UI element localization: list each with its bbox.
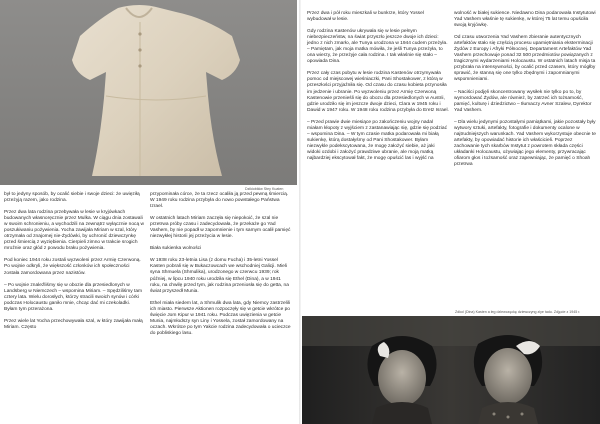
left-column-2 <box>150 192 292 343</box>
left-column-1 <box>4 192 144 337</box>
two-girls-image <box>302 316 600 424</box>
paragraph: – Po wojnie znaleźliśmy się w obozie dla przesiedlonych w Landsberg w Niemczech – wspomina Miriam. – Spędziliśmy tam cztery lata. Wielu dorosłych, którzy stracili swoich synów i córki podczas Holocaustu ganiło mnie, chcąc dać mi czekoladki. Byłam tym przerażona. <box>4 282 143 312</box>
paragraph: – Naciści podjęli skoncentrowany wysiłek nie tylko po to, by wymordować Żydów, ale również, by zatrzeć ich tożsamość, pamięć, kulturę i dziedzictwo – tłumaczy Avner Szalew, Dyrektor Yad Vashem. <box>454 89 592 113</box>
right-column-1 <box>307 11 449 168</box>
dress-photo <box>0 0 297 185</box>
paragraph: Przez dwa i pół roku mieszkali w bunkrze, który Yossel wybudował w lesie. <box>307 11 424 23</box>
paragraph: Ethel miała siedem lat, a Shmulik dwa lata, gdy Niemcy zastrzelili ich miasto. Pierwsze Aktionen rozpoczęły się w getcie wkrótce po święcie Jom Kipur w 1941 roku. Podczas uwięzienia w getcie Munia, najmłodszy syn Liny i Yossela, został zamordowany na oczach. Wkrótce po tym Yakcie rodzina zadecydowała o ucieczce do pobliskiego lasu. <box>150 300 291 336</box>
paragraph: wolność w białej sukience. Niedawno Dina podarowała Instytutowi Yad Vashem właśnie tę sukienkę, w której 75 lat temu opuściła swoją kryjówkę. <box>454 11 596 29</box>
paragraph: Pod koniec 1944 roku zostali wyzwoleni przez Armię Czerwoną. Po wojnie odkryli, że większość członków ich społeczności została zamordowana przez nazistów. <box>4 258 141 276</box>
section-heading: Biała sukienka wolności <box>150 246 202 252</box>
paragraph: przypominała córce, że ta rzecz ocaliła ją przed pewną śmiercią. W 1949 roku rodzina przybyła do nowo powstałego Państwa Izrael. <box>150 192 289 210</box>
paragraph: – Przed prawie dwie miesiące po zakończeniu wojny nadal miałam kłopoty z wyjściem z zastanawiając się, gdzie się podziać – wspomina Dina. – W tym czasie matka podarowała mi białą sukienkę, którą dostałyśmy od Pani Shostakower. Byłam niezwykle podekscytowana, że mogę założyć siebie, aż jaki widoki ozdobi i założyć prawdziwe ubranie, ale moją matką najbardziej ekscytował fakt, że mogę opuścić las i wyjść na <box>307 119 447 161</box>
paragraph: W ostatnich latach Miriam zaczęła się niepokoić, że szal nie przetrwa próby czasu i zadecydowała, że przekaże go Yad Vashem, by nie popadł w zapomnienie i tym samym ocalił pamięć niezwykłej historii jej przeżycia w lesie. <box>150 216 291 240</box>
paragraph: Przez cały czas pobytu w lesie rodzina Kastenów otrzymywała pomoc od miejscowej wieśniaczki, Pani Shostakower, z którą w przeszłości przyjaźniła się. Od czasu do czasu kobieta przynosiła im jedzenie i ubranie. Po wyzwoleniu przez Armię Czerwoną Kastenowie przenieśli się do obozu dla przesiedlonych w Austrii, gdzie urodziło się im jeszcze dwoje dzieci, Clara w 1945 roku i Dawid w 1947 roku. W 1948 roku rodzina przybyła do Eretz Israel. <box>307 71 449 113</box>
right-column-2 <box>454 11 596 174</box>
paragraph: Przez wiele lat Yocha przechowywała szal, w który zawijała małą Miriam. Często <box>4 318 143 330</box>
paragraph: Przez dwa lata rodzina przebywała w lesie w kryjówkach budowanych własnoręcznie przez Mulka. W ciągu dnia zostawali w swoim schronieniu, a wychodzili na zewnątrz wyłącznie nocą w poszukiwaniu pożywienia. Yocha zawijała Miriam w szal, który otrzymała od znajomej nie-Żydówki, by uchronić dziewczynkę przed śmiercią z wyziębienia. Cierpieli zimno w trakcie srogich mroźnie oraz głód z powodu braku pożywienia. <box>4 210 144 252</box>
paragraph: był to jedyny sposób, by ocalić siebie i swoje dzieci: że uwięziłą przeżyją razem, jako rodzina. <box>4 192 140 204</box>
paragraph: Gdy rodzina Kastenów ukrywała się w lesie pełnym niebezpieczeństw, na świat przyszło jeszcze dwoje ich dzieci: jedno z nich zmarło, ale Tunya urodzona w 1944 cudem przeżyła. – Pamiętam, jak moja matka mówiła, że jeśli Tunya przeżyła, to ona wierzy, że przeżyje cała rodzina. I tak właśnie się stało – opowiada Dina. <box>307 29 448 65</box>
paragraph: – Dla wielu jedynymi pozostałymi pamiątkami, jakie pozostały były wytwory sztuki, artefakty, fotografie i dokumenty ocalone w najtrudniejszych warunkach. Yad Vashem wykorzystuje obecnie te artefakty, by opowiadać historie ich właścicieli. Poprzez zachowanie tych skarbów Instytut z powrotem składa części układanki Holocaustu, ożywiając jego elementy, przywracając ofiarom głos i tożsamość oraz zapewniając, że pamięć o Shoah przetrwa <box>454 119 596 168</box>
paragraph: Od czasu utworzenia Yad Vashem zbieranie autentycznych artefaktów stało się częścią procesu upamiętniania eksterminacji Żydów z Europy i Afryki Północnej. Departament Artefaktów Yad Vashem przechowuje ponad 32 500 przedmiotów powiązanych z tragicznymi wydarzeniami Holocaustu. W ostatnich latach misja ta przybrała na intensywności, by ocalić przed czasem, który mógłby sprawić, że stanną się one tylko zbędnymi i zapomnianymi wspomnieniami. <box>454 35 596 83</box>
girls-photo <box>302 316 600 424</box>
dress-caption: Dzikiobikiw Stey Kuaten <box>245 187 284 191</box>
page-fold <box>299 0 301 424</box>
girls-caption: Zdkol (Dina) Kasten a łeg dzlewczęckę dziewczyng zlye tadu. Zdjęcie z 1945 r. <box>455 310 581 314</box>
paragraph: W 1938 roku 23-letnia Lisa (z domu Fucha) i 35-letni Yossel Kasten pobrali się w Bukaczowcach we wschodniej Galicji. Mieli syna Shmuela (Shmulika), urodzonego w czerwcu 1939; rok później, w lipcu 1940 roku urodziła się Ethel (Dina), a w 1941 roku, na chwilę przed tym, jak rodzina przeniosła się do getta, na świat przyszedł Munia. <box>150 258 289 294</box>
white-dress-image <box>0 0 297 185</box>
